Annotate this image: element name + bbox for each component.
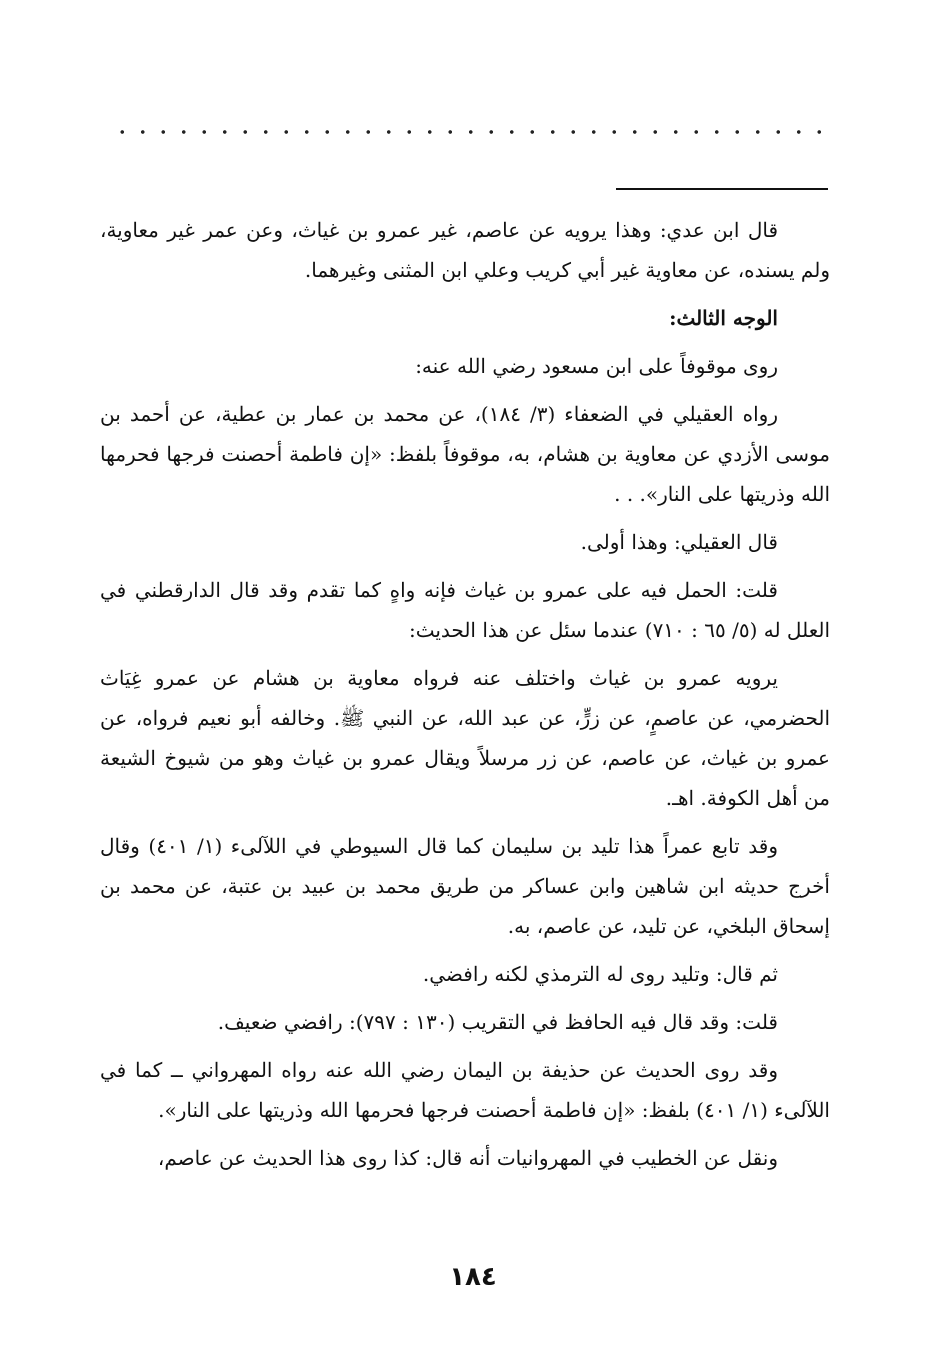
paragraph-ibn-adi: قال ابن عدي: وهذا يرويه عن عاصم، غير عمرو بن غياث، وعن عمر غير معاوية، ولم يسنده، عن معاوية غير أبي كريب وعلي ابن المثنى وغيرهما. (100, 218, 830, 282)
paragraph-qultu-daraqutni: قلت: الحمل فيه على عمرو بن غياث فإنه واهٍ كما تقدم وقد قال الدارقطني في العلل له (٥/ ٦٥ : ٧١٠) عندما سئل عن هذا الحديث: (100, 578, 830, 642)
paragraph-hudhayfa-narration: وقد روى الحديث عن حذيفة بن اليمان رضي الله عنه رواه المهرواني ــ كما في اللآلىء (١/ ٤٠١) بلفظ: «إن فاطمة أحصنت فرجها فحرمها الله وذريتها على النار». (100, 1058, 830, 1122)
paragraph-taqrib-note: قلت: وقد قال فيه الحافظ في التقريب (١٣٠ : ٧٩٧): رافضي ضعيف. (217, 1010, 778, 1034)
page-number: ١٨٤ (449, 1262, 497, 1292)
footnote-rule (616, 188, 828, 190)
dotted-separator (112, 128, 830, 136)
paragraph-daraqutni-quote: يرويه عمرو بن غياث واختلف عنه فرواه معاوية بن هشام عن عمرو غِيَاث الحضرمي، عن عاصمٍ، عن زرٍّ، عن عبد الله، عن النبي ﷺ. وخالفه أبو نعيم فرواه، عن عمرو بن غياث، عن عاصم، عن زر مرسلاً ويقال عمرو بن غياث وهو من شيوخ الشيعة من أهل الكوفة. اهـ. (100, 666, 830, 810)
paragraph-tirmidhi-note: ثم قال: وتليد روى له الترمذي لكنه رافضي. (422, 962, 778, 986)
paragraph-uqayli-narration: رواه العقيلي في الضعفاء (٣/ ١٨٤)، عن محمد بن عمار بن عطية، عن أحمد بن موسى الأزدي عن معاوية بن هشام، به، موقوفاً بلفظ: «إن فاطمة أحصنت فرجها فحرمها الله وذريتها على النار». . . (100, 402, 830, 506)
paragraph-mawquf: روى موقوفاً على ابن مسعود رضي الله عنه: (415, 354, 778, 378)
section-heading-third-aspect: الوجه الثالث: (669, 306, 778, 330)
paragraph-khatib-quote: ونقل عن الخطيب في المهروانيات أنه قال: كذا روى هذا الحديث عن عاصم، (157, 1146, 778, 1170)
body-text (100, 210, 830, 1186)
paragraph-talid-follow-up: وقد تابع عمراً هذا تليد بن سليمان كما قال السيوطي في اللآلىء (١/ ٤٠١) وقال أخرج حديثه ابن شاهين وابن عساكر من طريق محمد بن عبيد بن عتبة، عن محمد بن إسحاق البلخي، عن تليد، عن عاصم، به. (100, 834, 830, 938)
paragraph-uqayli-comment: قال العقيلي: وهذا أولى. (580, 530, 778, 554)
